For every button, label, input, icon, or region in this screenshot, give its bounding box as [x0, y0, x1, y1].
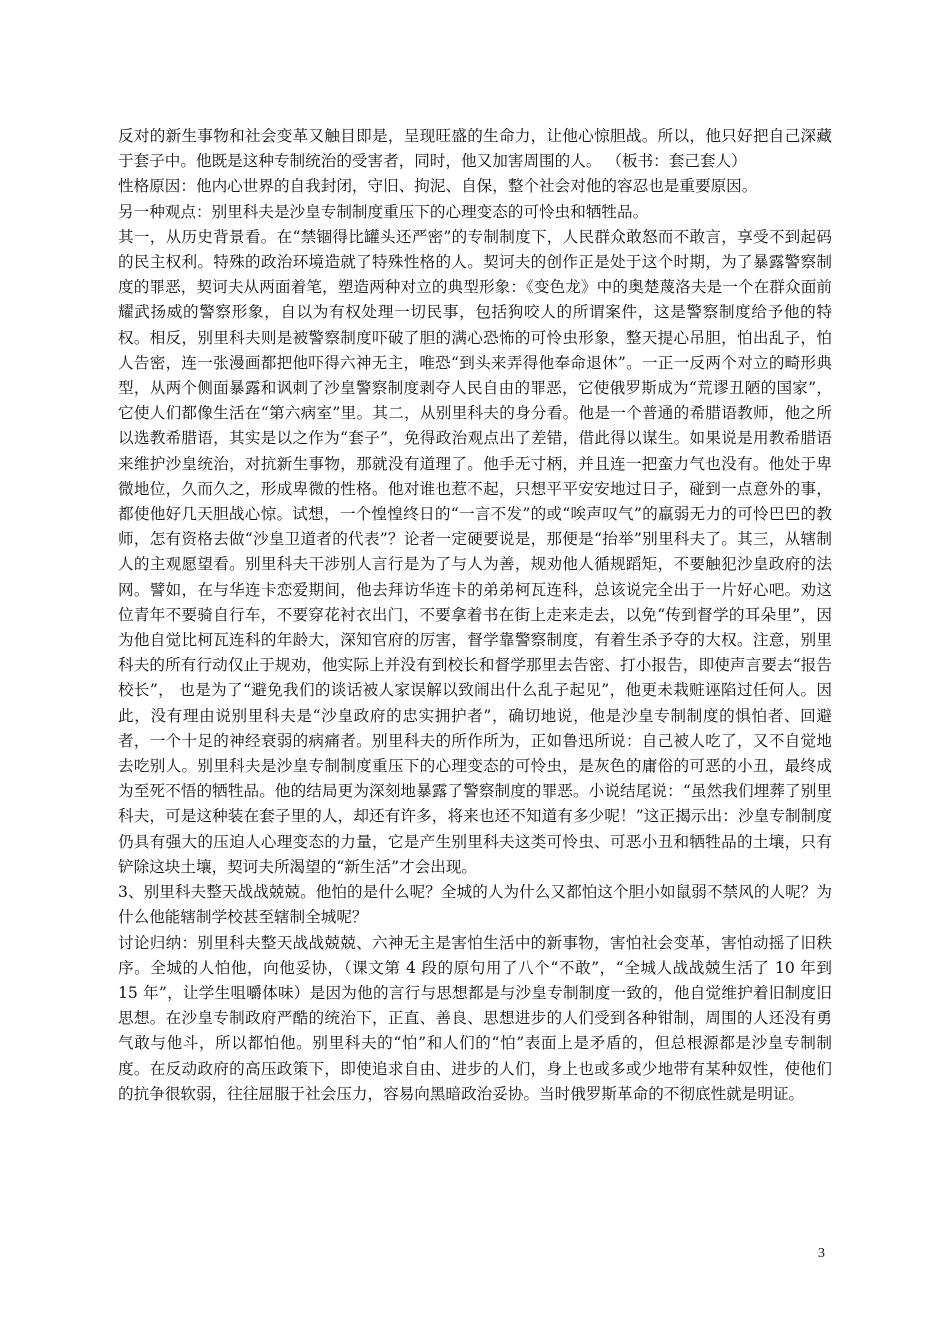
paragraph-analysis: 其一，从历史背景看。在“禁锢得比罐头还严密”的专制制度下，人民群众敢怒而不敢言，享受不到起码的民主权利。特殊的政治环境造就了特殊性格的人。契诃夫的创作正是处于这个时期，为了暴露警察制度的罪恶，契诃夫从两面着笔，塑造两种对立的典型形象：《变色龙》中的奥楚蔑洛夫是一个在群众面前耀武扬威的警察形象，自以为有权处理一切民事，包括狗咬人的所谓案件，这是警察制度给予他的特权。相反，别里科夫则是被警察制度吓破了胆的满心恐怖的可怜虫形象，整天提心吊胆，怕出乱子，怕人告密，连一张漫画都把他吓得六神无主，唯恐“到头来弄得他奉命退休”。一正一反两个对立的畸形典型，从两个侧面暴露和讽刺了沙皇警察制度剥夺人民自由的罪恶，它使俄罗斯成为“荒谬丑陋的国家”，它使人们都像生活在“第六病室”里。其二，从别里科夫的身分看。他是一个普通的希腊语教师，他之所以选教希腊语，其实是以之作为“套子”，免得政治观点出了差错，借此得以谋生。如果说是用教希腊语来维护沙皇统治，对抗新生事物，那就没有道理了。他手无寸柄，并且连一把蛮力气也没有。他处于卑微地位，久而久之，形成卑微的性格。他对谁也惹不起，只想平平安安地过日子，碰到一点意外的事，都使他好几天胆战心惊。试想，一个惶惶终日的“一言不发”的或“唉声叹气”的羸弱无力的可怜巴巴的教师，怎有资格去做“沙皇卫道者的代表”？论者一定硬要说是，那便是“抬举”别里科夫了。其三，从辖制人的主观愿望看。别里科夫干涉别人言行是为了与人为善，规劝他人循规蹈矩，不要触犯沙皇政府的法网。譬如，在与华连卡恋爱期间，他去拜访华连卡的弟弟柯瓦连科，总该说完全出于一片好心吧。劝这位青年不要骑自行车，不要穿花衬衣出门，不要拿着书在街上走来走去，以免“传到督学的耳朵里”，因为他自觉比柯瓦连科的年龄大，深知官府的厉害，督学靠警察制度，有着生杀予夺的大权。注意，别里科夫的所有行动仅止于规劝，他实际上并没有到校长和督学那里去告密、打小报告，即使声言要去“报告校长”， 也是为了“避免我们的谈话被人家误解以致闹出什么乱子起见”，他更未栽赃诬陷过任何人。因此，没有理由说别里科夫是“沙皇政府的忠实拥护者”，确切地说，他是沙皇专制制度的惧怕者、回避者，一个十足的神经衰弱的病痛者。别里科夫的所作所为，正如鲁迅所说：自己被人吃了，又不自觉地去吃别人。别里科夫是沙皇专制制度重压下的心理变态的可怜虫，是灰色的庸俗的可恶的小丑，最终成为至死不悟的牺牲品。他的结局更为深刻地暴露了警察制度的罪恶。小说结尾说：“虽然我们埋葬了别里科夫，可是这种装在套子里的人，却还有许多，将来也还不知道有多少呢！”这正揭示出：沙皇专制制度仍具有强大的压迫人心理变态的力量，它是产生别里科夫这类可怜虫、可恶小丑和牺牲品的土壤，只有铲除这块土壤，契诃夫所渴望的“新生活”才会出现。 — [118, 227, 832, 876]
page-number: 3 — [818, 1246, 825, 1261]
paragraph-alternative-view: 另一种观点：别里科夫是沙皇专制制度重压下的心理变态的可怜虫和牺牲品。 — [118, 202, 649, 221]
paragraph-question-3: 3、别里科夫整天战战兢兢。他怕的是什么呢？全城的人为什么又都怕这个胆小如鼠弱不禁风的人呢？为什么他能辖制学校甚至辖制全城呢？ — [118, 883, 832, 927]
page-body — [118, 124, 832, 1107]
paragraph-continuation: 反对的新生事物和社会变革又触目即是，呈现旺盛的生命力，让他心惊胆战。所以，他只好把自己深藏于套子中。他既是这种专制统治的受害者，同时，他又加害周围的人。 （板书：套己套人） — [118, 127, 832, 171]
paragraph-discussion-summary: 讨论归纳：别里科夫整天战战兢兢、六神无主是害怕生活中的新事物，害怕社会变革，害怕动摇了旧秩序。全城的人怕他，向他妥协，（课文第 4 段的原句用了八个“不敢”，“全城人战战兢生活了 10 年到 15 年”，让学生咀嚼体味）是因为他的言行与思想都是与沙皇专制制度一致的，他自觉维护着旧制度旧思想。在沙皇专制政府严酷的统治下，正直、善良、思想进步的人们受到各种钳制，周围的人还没有勇气敢与他斗，所以都怕他。别里科夫的“怕”和人们的“怕”表面上是矛盾的，但总根源都是沙皇专制制度。在反动政府的高压政策下，即使追求自由、进步的人们，身上也或多或少地带有某种奴性，使他们的抗争很软弱，往往屈服于社会压力，容易向黑暗政治妥协。当时俄罗斯革命的不彻底性就是明证。 — [118, 933, 832, 1103]
paragraph-personality-cause: 性格原因：他内心世界的自我封闭，守旧、拘泥、自保，整个社会对他的容忍也是重要原因。 — [118, 177, 758, 196]
